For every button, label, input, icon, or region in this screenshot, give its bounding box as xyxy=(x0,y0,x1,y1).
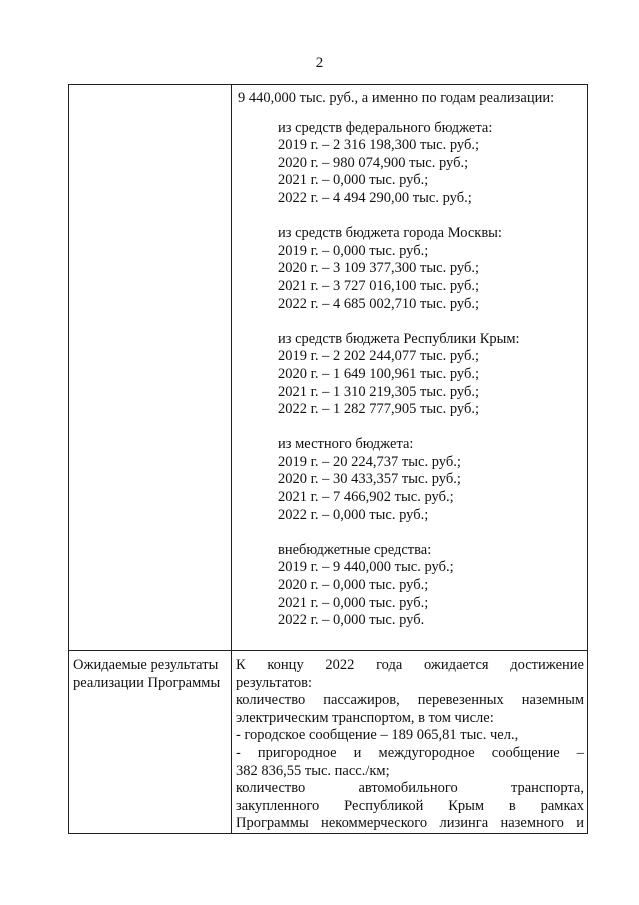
results-line: результатов: xyxy=(236,674,313,691)
year-amount: 2021 г. – 0,000 тыс. руб.; xyxy=(278,594,429,611)
results-row xyxy=(69,651,588,834)
year-amount: 2020 г. – 1 649 100,961 тыс. руб.; xyxy=(278,365,479,382)
source-title: из средств федерального бюджета: xyxy=(278,119,493,136)
year-amount: 2021 г. – 7 466,902 тыс. руб.; xyxy=(278,489,454,506)
year-amount: 2022 г. – 0,000 тыс. руб.; xyxy=(278,506,429,523)
results-line: электрическим транспортом, в том числе: xyxy=(236,709,494,726)
results-label: Ожидаемые результаты реализации Программы xyxy=(69,651,232,834)
year-amount: 2019 г. – 2 202 244,077 тыс. руб.; xyxy=(278,348,479,365)
funding-row xyxy=(69,85,588,651)
year-amount: 2019 г. – 2 316 198,300 тыс. руб.; xyxy=(278,137,479,154)
page-number: 2 xyxy=(315,55,324,71)
funding-source-federal xyxy=(278,120,583,208)
source-title: из средств бюджета города Москвы: xyxy=(278,225,502,242)
funding-label-cell xyxy=(69,85,232,651)
funding-source-local xyxy=(278,436,583,524)
results-line: закупленного Республикой Крым в рамках xyxy=(236,797,584,814)
funding-intro: 9 440,000 тыс. руб., а именно по годам реализации: xyxy=(238,90,555,106)
year-amount: 2022 г. – 4 494 290,00 тыс. руб.; xyxy=(278,189,472,206)
results-cell xyxy=(232,651,588,834)
results-line: количество автомобильного транспорта, xyxy=(236,780,584,797)
results-line: количество пассажиров, перевезенных наземным xyxy=(236,692,584,709)
results-line: К концу 2022 года ожидается достижение xyxy=(236,657,584,673)
year-amount: 2019 г. – 20 224,737 тыс. руб.; xyxy=(278,453,461,470)
funding-cell xyxy=(232,85,588,651)
source-title: из средств бюджета Республики Крым: xyxy=(278,330,520,347)
source-title: из местного бюджета: xyxy=(278,436,414,453)
funding-source-crimea xyxy=(278,331,583,419)
year-amount: 2020 г. – 3 109 377,300 тыс. руб.; xyxy=(278,260,479,277)
year-amount: 2020 г. – 0,000 тыс. руб.; xyxy=(278,577,429,594)
year-amount: 2020 г. – 980 074,900 тыс. руб.; xyxy=(278,154,469,171)
source-title: внебюджетные средства: xyxy=(278,541,432,558)
year-amount: 2021 г. – 1 310 219,305 тыс. руб.; xyxy=(278,383,479,400)
funding-source-extrabudgetary xyxy=(278,542,583,630)
year-amount: 2019 г. – 0,000 тыс. руб.; xyxy=(278,242,429,259)
year-amount: 2022 г. – 0,000 тыс. руб. xyxy=(278,612,425,629)
results-line: 382 836,55 тыс. пасс./км; xyxy=(236,762,390,779)
year-amount: 2022 г. – 4 685 002,710 тыс. руб.; xyxy=(278,295,479,312)
year-amount: 2019 г. – 9 440,000 тыс. руб.; xyxy=(278,559,454,576)
results-line: - городское сообщение – 189 065,81 тыс. чел., xyxy=(236,727,519,744)
funding-source-moscow xyxy=(278,225,583,313)
year-amount: 2021 г. – 3 727 016,100 тыс. руб.; xyxy=(278,277,479,294)
year-amount: 2021 г. – 0,000 тыс. руб.; xyxy=(278,172,429,189)
results-line: - пригородное и междугородное сообщение – xyxy=(236,744,584,761)
program-passport-table xyxy=(68,84,588,834)
year-amount: 2020 г. – 30 433,357 тыс. руб.; xyxy=(278,471,461,488)
year-amount: 2022 г. – 1 282 777,905 тыс. руб.; xyxy=(278,401,479,418)
results-line: Программы некоммерческого лизинга наземного и xyxy=(236,815,584,832)
